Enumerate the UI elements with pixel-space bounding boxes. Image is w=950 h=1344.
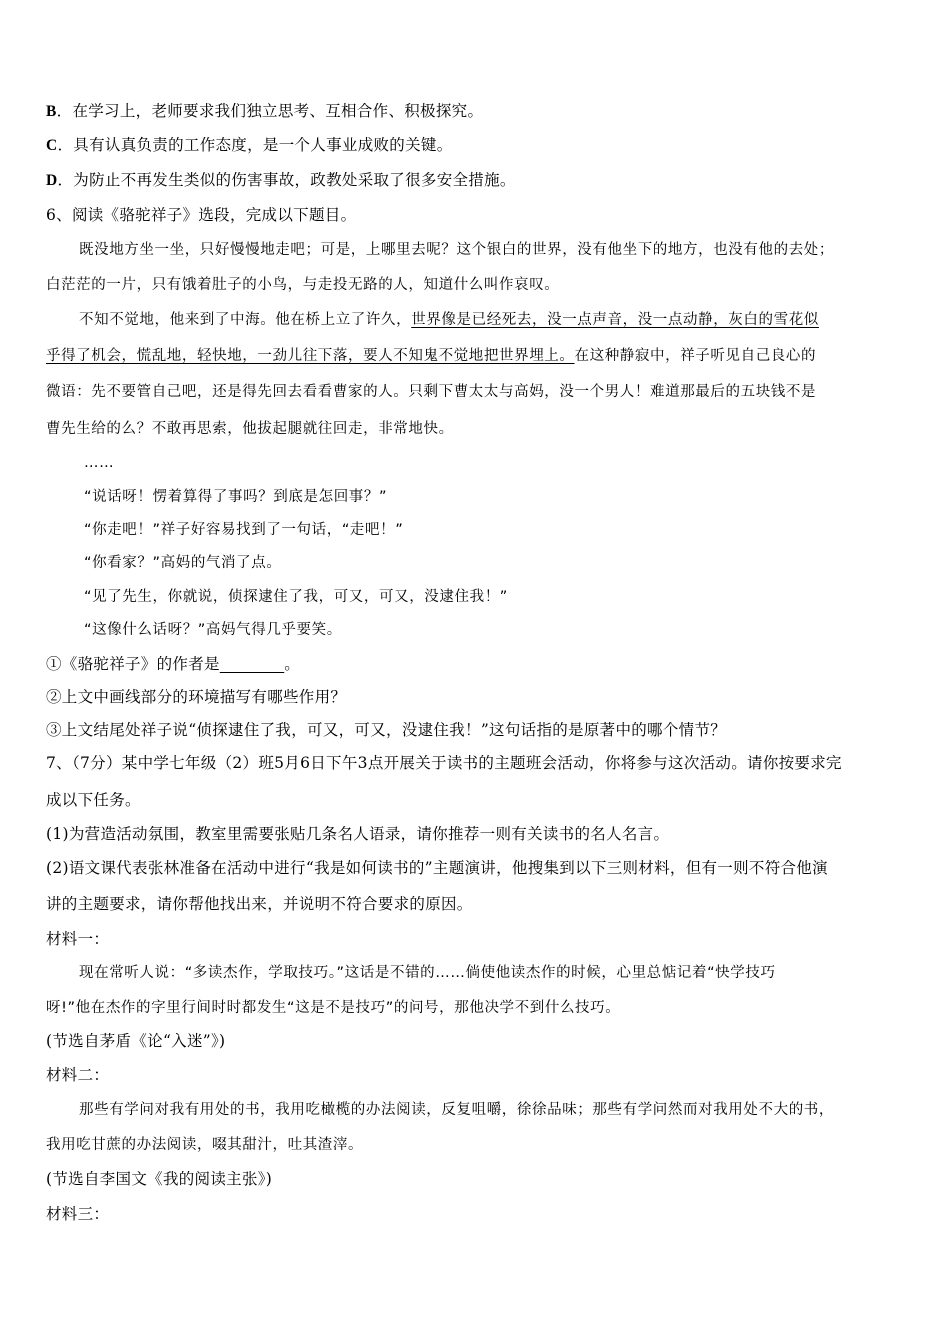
passage-p2-line4: 曹先生给的么？不敢再思索，他拔起腿就往回走，非常地快。 — [46, 421, 454, 437]
sub-question-2: ②上文中画线部分的环境描写有哪些作用？ — [46, 688, 347, 706]
option-d-letter: D — [46, 172, 58, 189]
material-2-line1: 那些有学问对我有用处的书，我用吃橄榄的办法阅读，反复咀嚼，徐徐品味；那些有学问然而对我用处不大的书， — [79, 1102, 834, 1118]
question-6-title: 6、阅读《骆驼祥子》选段，完成以下题目。 — [46, 206, 357, 224]
dialogue-line-4: “见了先生，你就说，侦探逮住了我，可又，可又，没逮住我！” — [84, 589, 508, 605]
material-2-source: (节选自李国文《我的阅读主张》) — [46, 1170, 273, 1188]
task-2-line1: (2)语文课代表张林准备在活动中进行“我是如何读书的”主题演讲，他搜集到以下三则材料，但有一则不符合他演 — [46, 859, 828, 877]
material-2-label: 材料二： — [46, 1066, 110, 1084]
passage-underlined-part1: 世界像是已经死去，没一点声音，没一点动静，灰白的雪花似 — [411, 312, 819, 328]
option-b-letter: B — [46, 103, 57, 120]
option-c — [46, 135, 453, 156]
passage-p2-line2-plain: 在这种静寂中，祥子听见自己良心的 — [574, 348, 817, 364]
option-c-text: ．具有认真负责的工作态度，是一个人事业成败的关键。 — [57, 136, 453, 154]
dialogue-line-1: “说话呀！愣着算得了事吗？到底是怎回事？” — [84, 489, 388, 505]
material-1-label: 材料一： — [46, 930, 110, 948]
material-3-label: 材料三： — [46, 1205, 110, 1223]
dialogue-line-5: “这像什么话呀？”高妈气得几乎要笑。 — [84, 622, 342, 638]
passage-ellipsis: …… — [84, 455, 115, 471]
passage-p2-line3: 微语：先不要管自己吧，还是得先回去看看曹家的人。只剩下曹太太与高妈，没一个男人！难道那最后的五块钱不是 — [46, 384, 817, 400]
passage-p1-line1: 既没地方坐一坐，只好慢慢地走吧；可是，上哪里去呢？这个银白的世界，没有他坐下的地方，也没有他的去处； — [79, 242, 834, 258]
material-1-line2: 呀!”他在杰作的字里行间时时都发生“这是不是技巧”的问号，那他决学不到什么技巧。 — [46, 1000, 621, 1016]
passage-underlined-part2: 乎得了机会，慌乱地，轻快地，一劲儿往下落，要人不知鬼不觉地把世界埋上。 — [46, 348, 575, 364]
task-2-line2: 讲的主题要求，请你帮他找出来，并说明不符合要求的原因。 — [46, 895, 473, 913]
passage-p2-line1-plain: 不知不觉地，他来到了中海。他在桥上立了许久， — [79, 312, 412, 328]
question-7-line1: 7、（7分）某中学七年级（2）班5月6日下午3点开展关于读书的主题班会活动，你将参与这次活动。请你按要求完 — [46, 754, 842, 772]
dialogue-line-2: “你走吧！”祥子好容易找到了一句话，“走吧！” — [84, 522, 404, 538]
passage-p2-line1 — [79, 310, 819, 330]
material-1-line1: 现在常听人说：“多读杰作，学取技巧。”这话是不错的……倘使他读杰作的时候，心里总惦记着“快学技巧 — [79, 965, 776, 981]
dialogue-line-3: “你看家？”高妈的气消了点。 — [84, 555, 282, 571]
question-7-line2: 成以下任务。 — [46, 791, 141, 809]
option-b — [46, 101, 483, 122]
sub-question-1-end: 。 — [284, 655, 301, 673]
answer-blank: ________ — [219, 655, 285, 673]
passage-p1-line2: 白茫茫的一片，只有饿着肚子的小鸟，与走投无路的人，知道什么叫作哀叹。 — [46, 277, 560, 293]
sub-question-3: ③上文结尾处祥子说“侦探逮住了我，可又，可又，没逮住我！”这句话指的是原著中的哪个情节？ — [46, 721, 727, 739]
sub-question-1-text: ①《骆驼祥子》的作者是 — [46, 655, 220, 673]
task-1: (1)为营造活动氛围，教室里需要张贴几条名人语录，请你推荐一则有关读书的名人名言。 — [46, 825, 670, 843]
option-c-letter: C — [46, 137, 58, 154]
material-1-source: (节选自茅盾《论“入迷”》) — [46, 1032, 226, 1050]
option-b-text: ．在学习上，老师要求我们独立思考、互相合作、积极探究。 — [56, 102, 484, 120]
sub-question-1 — [46, 654, 300, 674]
option-d-text: ．为防止不再发生类似的伤害事故，政教处采取了很多安全措施。 — [57, 171, 516, 189]
option-d — [46, 170, 516, 191]
material-2-line2: 我用吃甘蔗的办法阅读，啜其甜汁，吐其渣滓。 — [46, 1137, 364, 1153]
passage-p2-line2 — [46, 346, 816, 366]
